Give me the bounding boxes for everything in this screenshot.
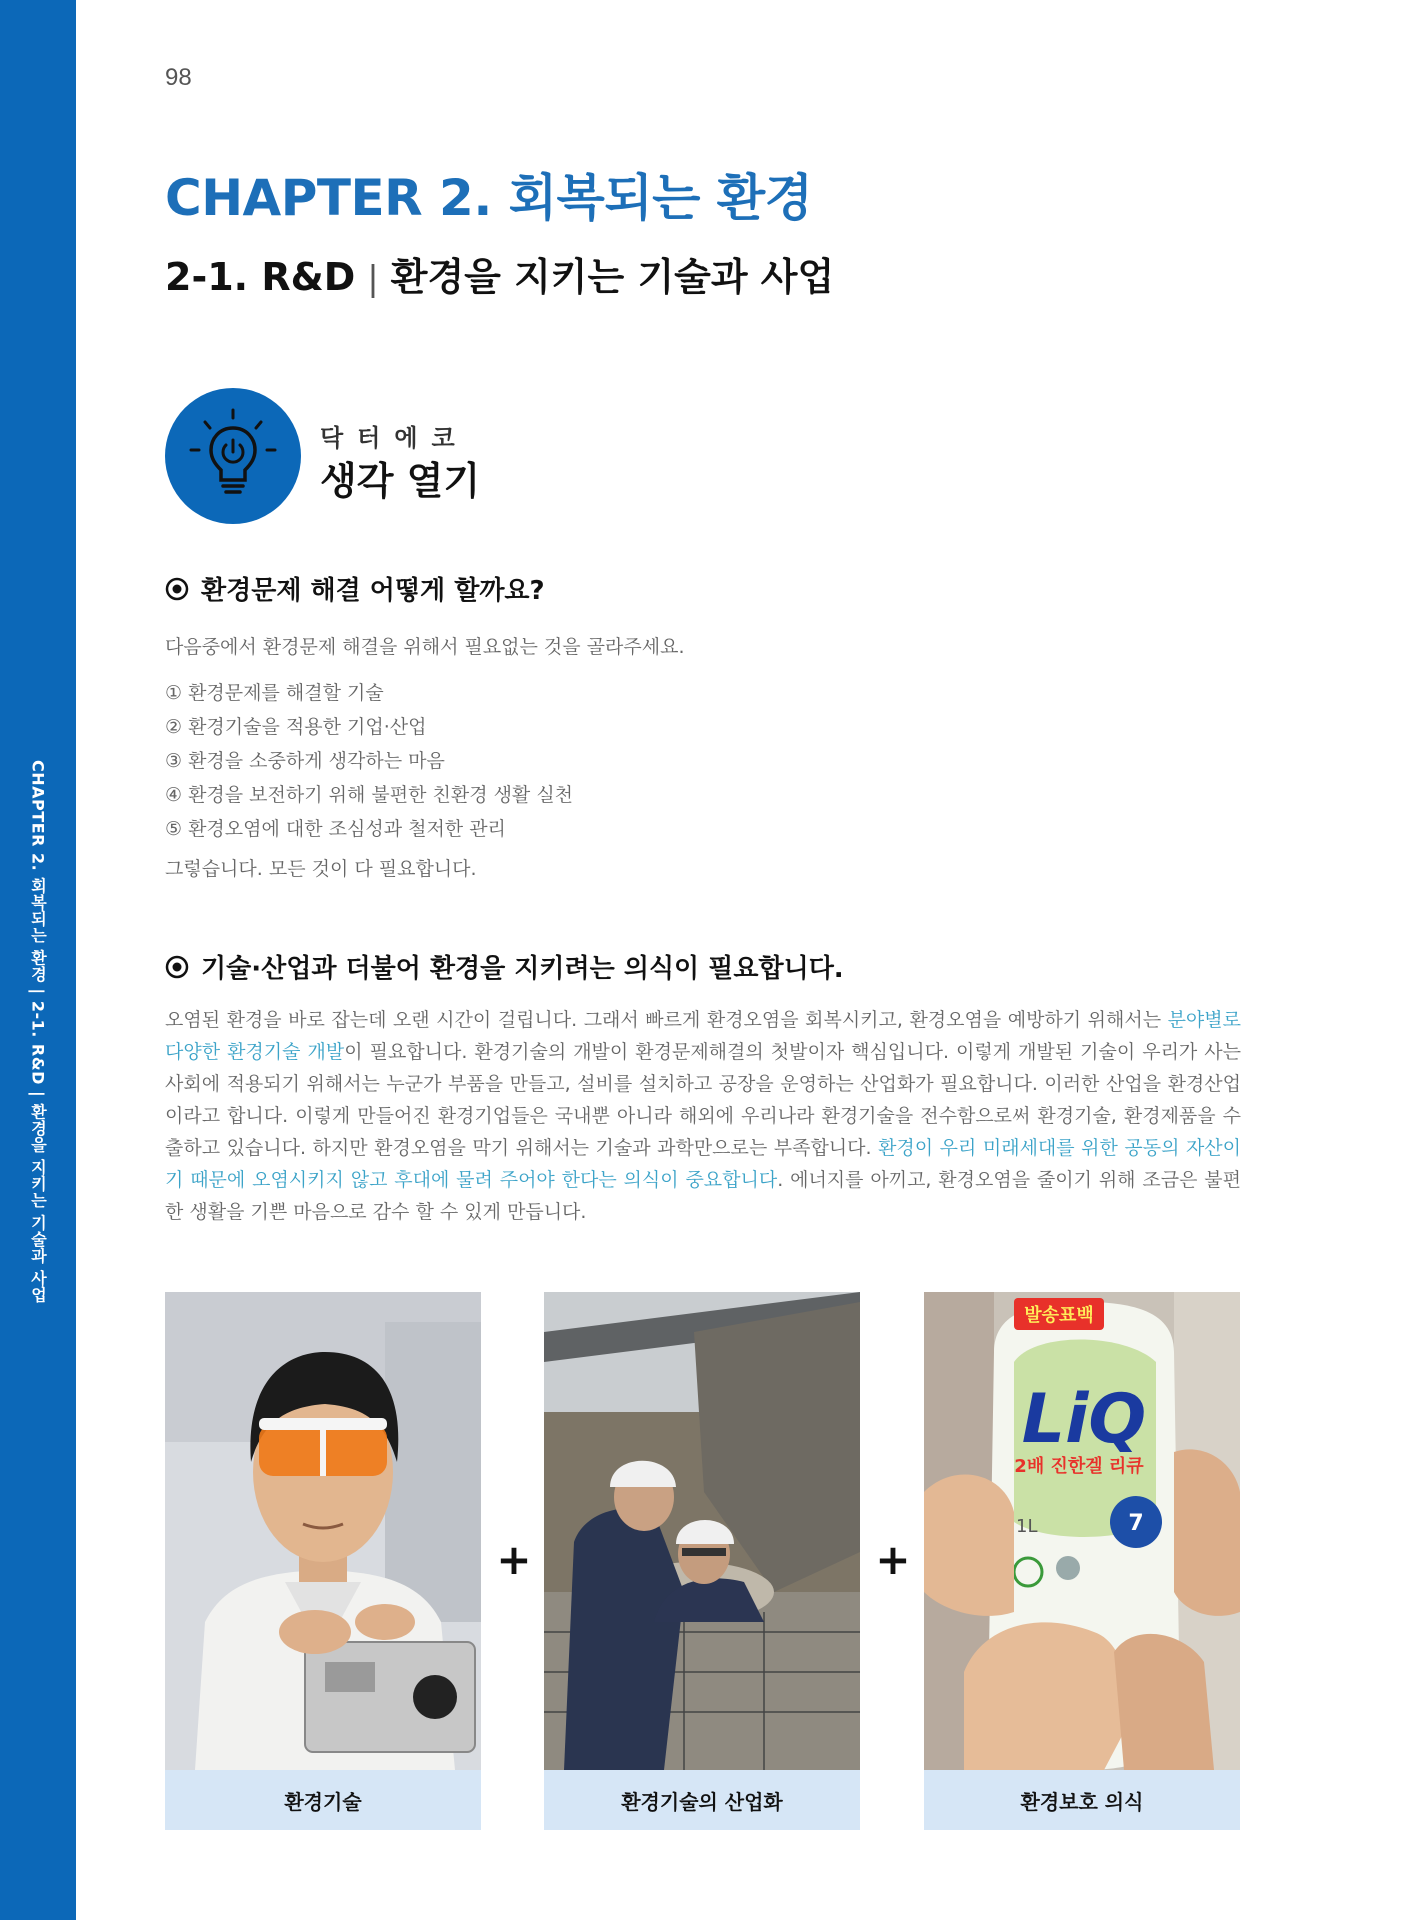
caption-2: 환경기술의 산업화	[544, 1770, 860, 1830]
svg-text:7: 7	[1128, 1511, 1144, 1536]
section-title	[165, 246, 834, 301]
option-3: ③ 환경을 소중하게 생각하는 마음	[165, 750, 445, 772]
badge-small-label: 닥터에코	[320, 424, 469, 452]
question-heading	[165, 570, 545, 607]
sidebar-vertical-text: CHAPTER 2. 회복되는 환경 | 2-1. R&D | 환경을 지키는 기술과 사업	[28, 760, 48, 1304]
option-1: ① 환경문제를 해결할 기술	[165, 682, 384, 704]
body-highlight-1: 분야별로 다양한 환경기술 개발	[165, 1009, 1241, 1063]
option-2: ② 환경기술을 적용한 기업·산업	[165, 716, 427, 738]
sidebar-band	[0, 0, 76, 1920]
badge-big-label: 생각 열기	[320, 459, 481, 503]
product-volume-text: 1L	[1016, 1516, 1038, 1537]
caption-1: 환경기술	[165, 1770, 481, 1830]
target-bullet-icon	[165, 577, 189, 601]
caption-3: 환경보호 의식	[924, 1770, 1240, 1830]
photo-researcher	[165, 1292, 481, 1770]
option-5: ⑤ 환경오염에 대한 조심성과 철저한 관리	[165, 818, 506, 840]
body-text-1: 오염된 환경을 바로 잡는데 오랜 시간이 걸립니다. 그래서 빠르게 환경오염을 회복시키고, 환경오염을 예방하기 위해서는	[165, 1009, 1168, 1031]
question-heading-text: 환경문제 해결 어떻게 할까요?	[201, 576, 545, 606]
question-answer: 그렇습니다. 모든 것이 다 필요합니다.	[165, 858, 477, 880]
section2-heading-text: 기술·산업과 더불어 환경을 지키려는 의식이 필요합니다.	[201, 954, 844, 984]
product-badge-text: 발송표백	[1024, 1305, 1094, 1326]
section2-body	[165, 1004, 1241, 1228]
body-text-3: . 에너지를 아끼고, 환경오염을 줄이기 위해 조금은 불편한 생활을 기쁜 마음으로 감수 할 수 있게 만듭니다.	[165, 1169, 1241, 1223]
photo-detergent	[924, 1292, 1240, 1770]
body-text-2: 이 필요합니다. 환경기술의 개발이 환경문제해결의 첫발이자 핵심입니다. 이렇게 개발된 기술이 우리가 사는 사회에 적용되기 위해서는 누군가 부품을 만들고, 설비를 설치하고 공장을 운영하는 산업화가 필요합니다. 이러한 산업을 환경산업이라고 합니다. 이렇게 만들어진 환경기업들은 국내뿐 아니라 해외에 우리나라 환경기술을 전수함으로써 환경기술, 환경제품을 수출하고 있습니다. 하지만 환경오염을 막기 위해서는 기술과 과학만으로는 부족합니다.	[165, 1041, 1242, 1159]
option-4: ④ 환경을 보전하기 위해 불편한 친환경 생활 실천	[165, 784, 574, 806]
plus-sign: +	[496, 1535, 532, 1584]
plus-sign: +	[875, 1535, 911, 1584]
target-bullet-icon	[165, 955, 189, 979]
lightbulb-icon	[165, 388, 301, 524]
body-highlight-2: 환경이 우리 미래세대를 위한 공동의 자산이기 때문에 오염시키지 않고 후대에 물려 주어야 한다는 의식이 중요합니다	[165, 1137, 1242, 1191]
badge-circle	[165, 388, 301, 524]
section-code: 2-1. R&D	[165, 255, 356, 299]
question-prompt: 다음중에서 환경문제 해결을 위해서 필요없는 것을 골라주세요.	[165, 636, 685, 658]
section-separator: |	[367, 259, 379, 299]
page-number: 98	[165, 64, 192, 91]
photo-workers	[544, 1292, 860, 1770]
section2-heading	[165, 948, 844, 985]
product-subtitle-text: 2배 진한겔 리큐	[1014, 1456, 1144, 1477]
chapter-title: CHAPTER 2. 회복되는 환경	[165, 169, 813, 227]
product-logo-text: LiQ	[1021, 1380, 1147, 1459]
section-name: 환경을 지키는 기술과 사업	[390, 255, 835, 299]
